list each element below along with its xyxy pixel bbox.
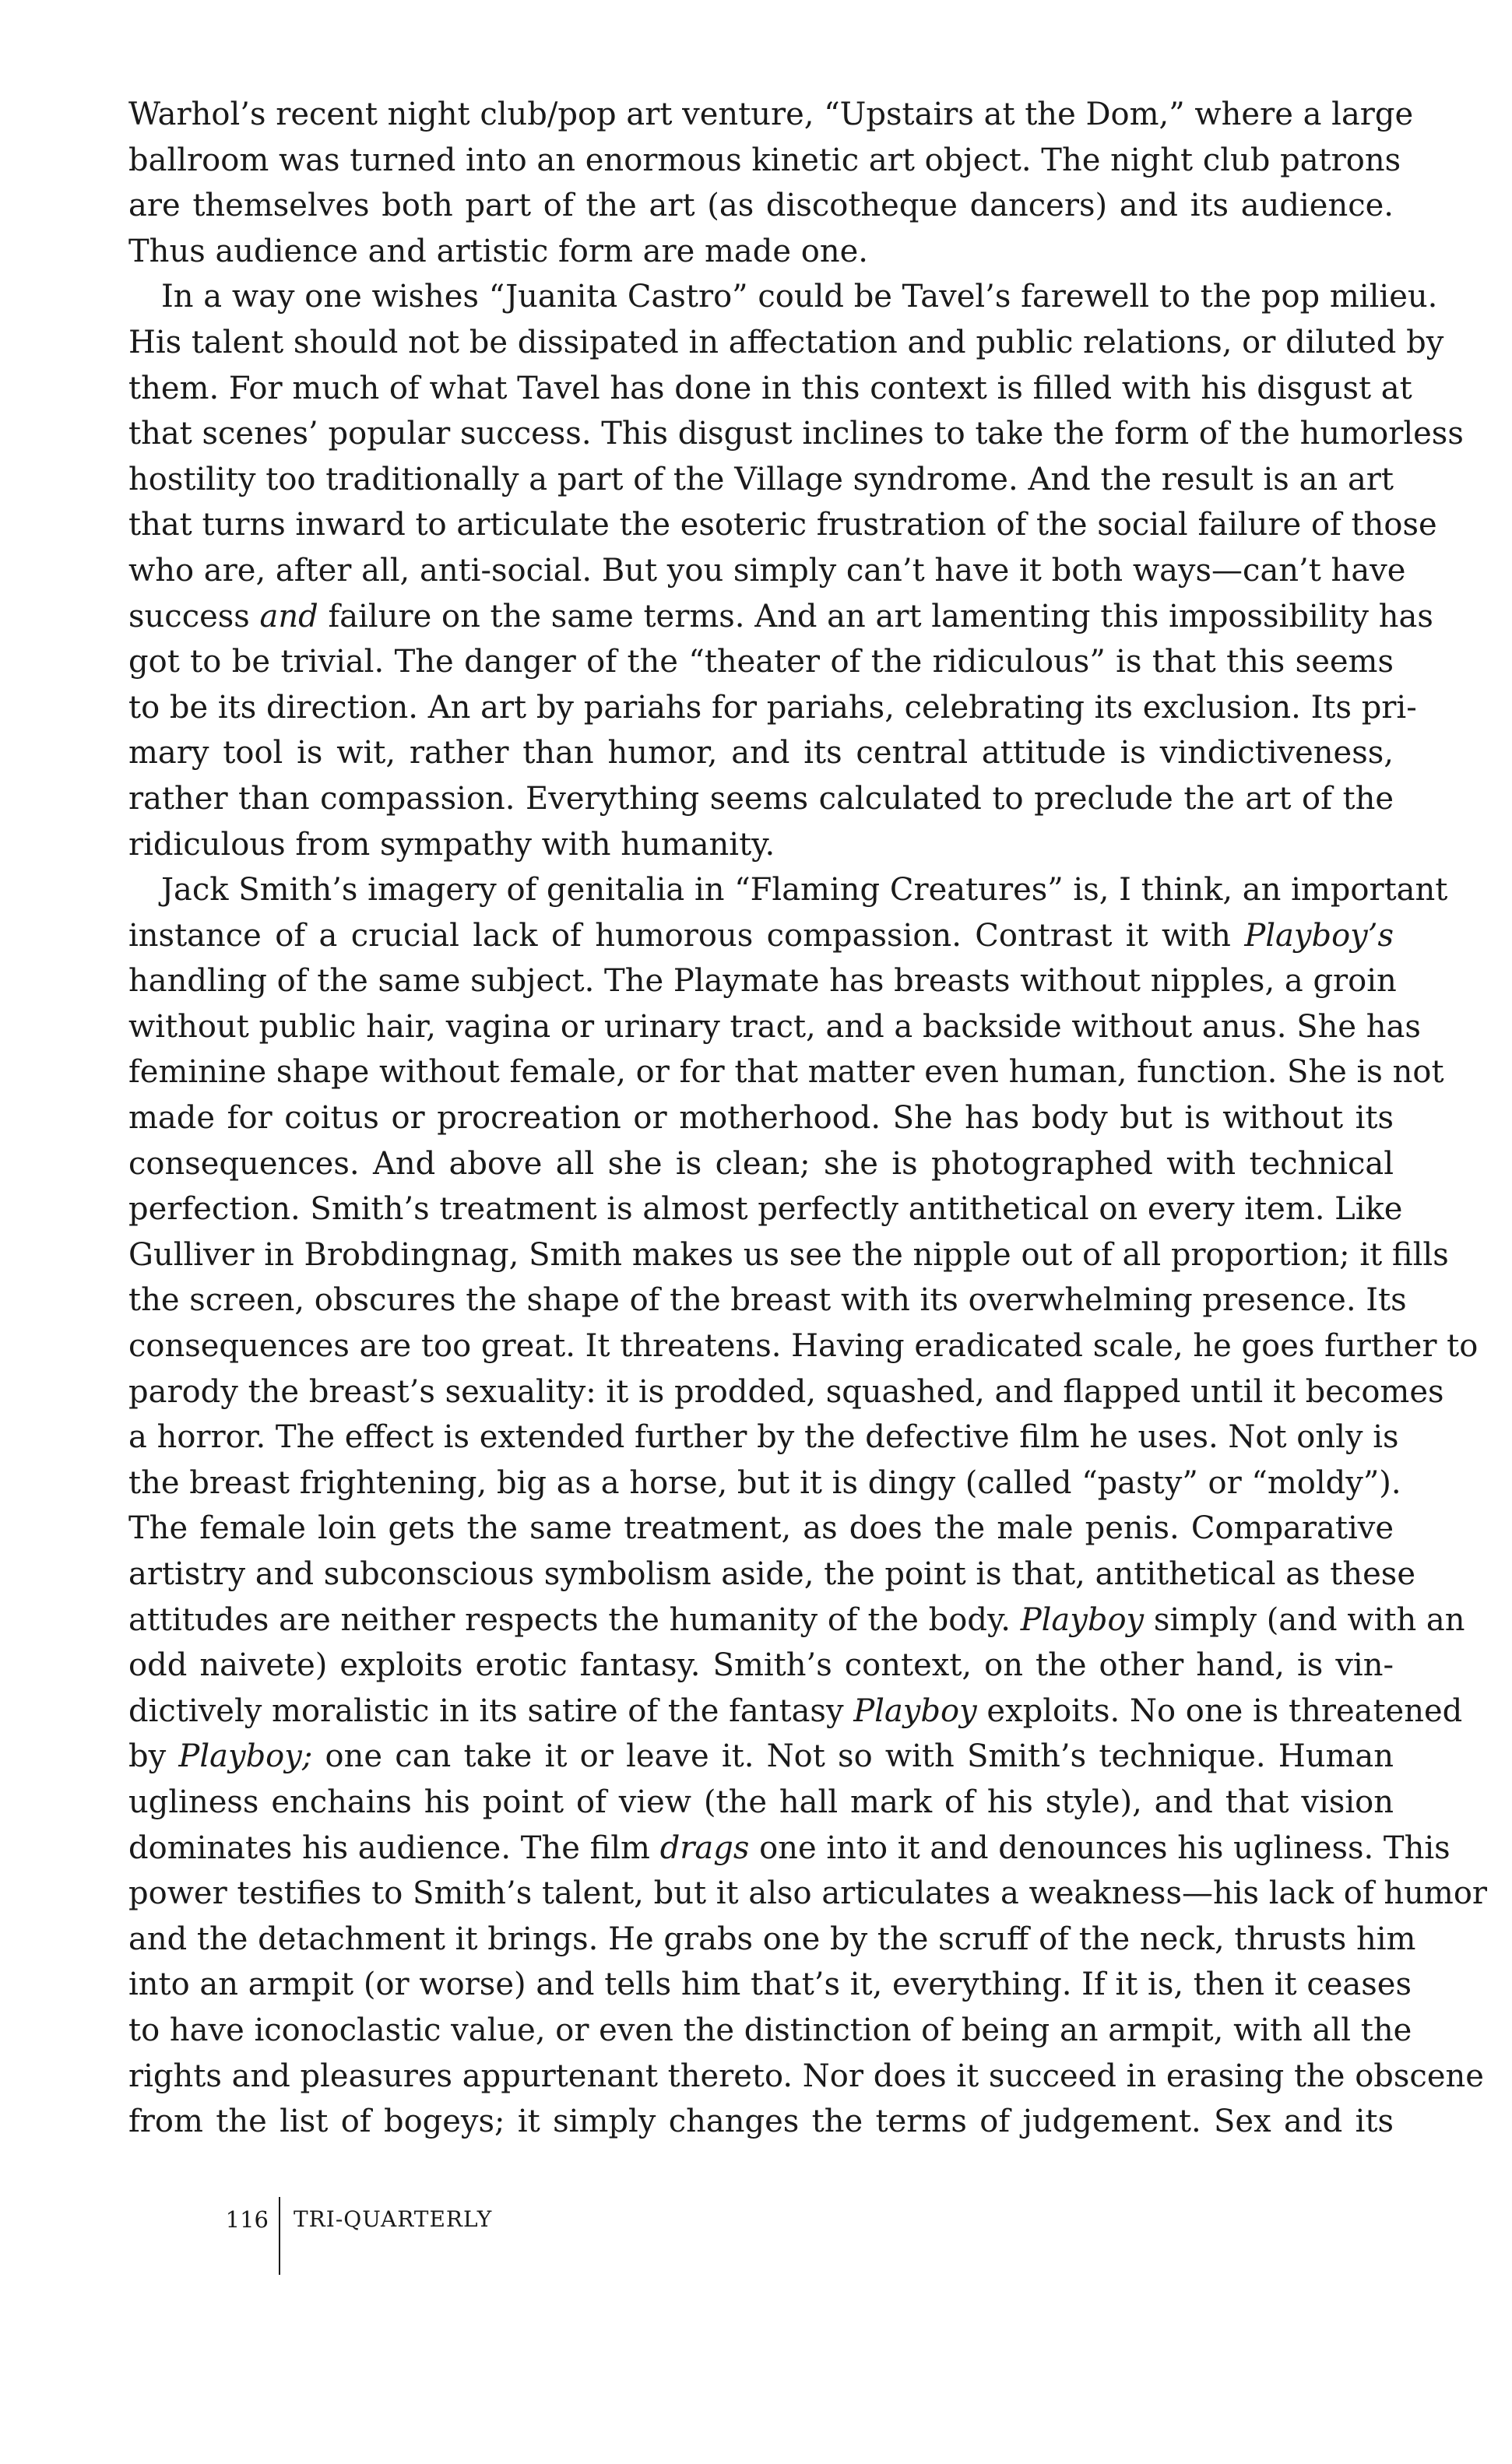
text-line: feminine shape without female, or for that matter even human, function. She is not xyxy=(128,1054,1444,1091)
text-line: odd naivete) exploits erotic fantasy. Smith’s context, on the other hand, is vin- xyxy=(128,1647,1394,1684)
text-run: instance of a crucial lack of humorous compassion. Contrast it with xyxy=(128,917,1245,954)
text-line: from the list of bogeys; it simply changes the terms of judgement. Sex and its xyxy=(128,2104,1394,2140)
text-run: failure on the same terms. And an art lamenting this impossibility has xyxy=(318,598,1433,634)
text-line: the breast frightening, big as a horse, but it is dingy (called “pasty” or “moldy”). xyxy=(128,1464,1401,1501)
text-line: consequences. And above all she is clean; she is photographed with technical xyxy=(128,1145,1394,1182)
text-line: the screen, obscures the shape of the breast with its overwhelming presence. Its xyxy=(128,1282,1407,1319)
body-text xyxy=(128,92,1488,2145)
text-line: to have iconoclastic value, or even the distinction of being an armpit, with all the xyxy=(128,2012,1412,2048)
text-line: power testifies to Smith’s talent, but it also articulates a weakness—his lack of humor xyxy=(128,1875,1488,1912)
text-line xyxy=(128,1598,1465,1643)
text-line: are themselves both part of the art (as discotheque dancers) and its audience. xyxy=(128,188,1394,224)
text-line: without public hair, vagina or urinary tract, and a backside without anus. She has xyxy=(128,1008,1421,1045)
text-line: to be its direction. An art by pariahs for pariahs, celebrating its exclusion. Its pri- xyxy=(128,689,1417,726)
emphasis: Playboy xyxy=(1020,1601,1145,1638)
text-line: Warhol’s recent night club/pop art venture, “Upstairs at the Dom,” where a large xyxy=(128,97,1414,132)
emphasis: Playboy’s xyxy=(1244,917,1394,954)
text-line: them. For much of what Tavel has done in this context is filled with his disgust at xyxy=(128,370,1412,406)
text-line: artistry and subconscious symbolism aside, the point is that, antithetical as these xyxy=(128,1556,1416,1592)
text-line: into an armpit (or worse) and tells him that’s it, everything. If it is, then it ceases xyxy=(128,1967,1412,2003)
paragraph-start-line: Jack Smith’s imagery of genitalia in “Flaming Creatures” is, I think, an important xyxy=(161,872,1448,909)
emphasis: and xyxy=(259,598,318,634)
text-line: hostility too traditionally a part of the Village syndrome. And the result is an art xyxy=(128,461,1394,497)
text-run: one into it and denounces his ugliness. This xyxy=(749,1830,1450,1866)
text-line xyxy=(128,913,1394,959)
text-line: His talent should not be dissipated in affectation and public relations, or diluted by xyxy=(128,324,1444,360)
text-line: parody the breast’s sexuality: it is prodded, squashed, and flapped until it becomes xyxy=(128,1373,1444,1410)
text-line: and the detachment it brings. He grabs one by the scruff of the neck, thrusts him xyxy=(128,1921,1416,1957)
text-line: that turns inward to articulate the esoteric frustration of the social failure of those xyxy=(128,507,1437,543)
text-line xyxy=(128,1826,1450,1872)
paragraph-start-line: In a way one wishes “Juanita Castro” could be Tavel’s farewell to the pop milieu. xyxy=(161,279,1438,315)
text-line: rights and pleasures appurtenant thereto. Nor does it succeed in erasing the obscene xyxy=(128,2058,1484,2094)
text-line: ballroom was turned into an enormous kinetic art object. The night club patrons xyxy=(128,142,1401,178)
text-run: success xyxy=(128,598,260,634)
text-line: Gulliver in Brobdingnag, Smith makes us see the nipple out of all proportion; it fills xyxy=(128,1236,1449,1273)
page-number: 116 xyxy=(225,2206,269,2233)
text-line: got to be trivial. The danger of the “theater of the ridiculous” is that this seems xyxy=(128,644,1394,680)
text-line: handling of the same subject. The Playmate has breasts without nipples, a groin xyxy=(128,963,1397,1000)
text-line: The female loin gets the same treatment, as does the male penis. Comparative xyxy=(128,1510,1394,1547)
text-line: rather than compassion. Everything seems calculated to preclude the art of the xyxy=(128,780,1394,817)
text-line: ridiculous from sympathy with humanity. xyxy=(128,826,775,863)
emphasis: Playboy; xyxy=(178,1738,313,1775)
text-run: dictively moralistic in its satire of the fantasy xyxy=(128,1692,854,1729)
text-run: exploits. No one is threatened xyxy=(976,1692,1463,1729)
text-line xyxy=(128,594,1433,640)
text-line: perfection. Smith’s treatment is almost perfectly antithetical on every item. Like xyxy=(128,1191,1403,1228)
text-run: by xyxy=(128,1738,179,1775)
journal-name: TRI-QUARTERLY xyxy=(294,2206,493,2232)
text-line: Thus audience and artistic form are made one. xyxy=(128,233,868,269)
text-line: ugliness enchains his point of view (the hall mark of his style), and that vision xyxy=(128,1784,1394,1820)
text-line xyxy=(128,1734,1394,1780)
text-run: dominates his audience. The film xyxy=(128,1830,660,1866)
text-run: attitudes are neither respects the humanity of the body. xyxy=(128,1601,1021,1638)
text-run: one can take it or leave it. Not so with Smith’s technique. Human xyxy=(312,1738,1394,1775)
emphasis: drags xyxy=(659,1830,750,1866)
text-line: a horror. The effect is extended further by the defective film he uses. Not only is xyxy=(128,1419,1399,1456)
text-line: consequences are too great. It threatens. Having eradicated scale, he goes further to xyxy=(128,1328,1479,1365)
text-run: simply (and with an xyxy=(1144,1601,1465,1638)
footer-divider xyxy=(279,2197,280,2275)
emphasis: Playboy xyxy=(853,1692,977,1729)
text-line xyxy=(128,1689,1463,1735)
text-line: who are, after all, anti-social. But you simply can’t have it both ways—can’t have xyxy=(128,552,1406,589)
text-line: made for coitus or procreation or motherhood. She has body but is without its xyxy=(128,1100,1394,1137)
text-line: that scenes’ popular success. This disgust inclines to take the form of the humorless xyxy=(128,416,1464,452)
text-line: mary tool is wit, rather than humor, and its central attitude is vindictiveness, xyxy=(128,735,1394,772)
